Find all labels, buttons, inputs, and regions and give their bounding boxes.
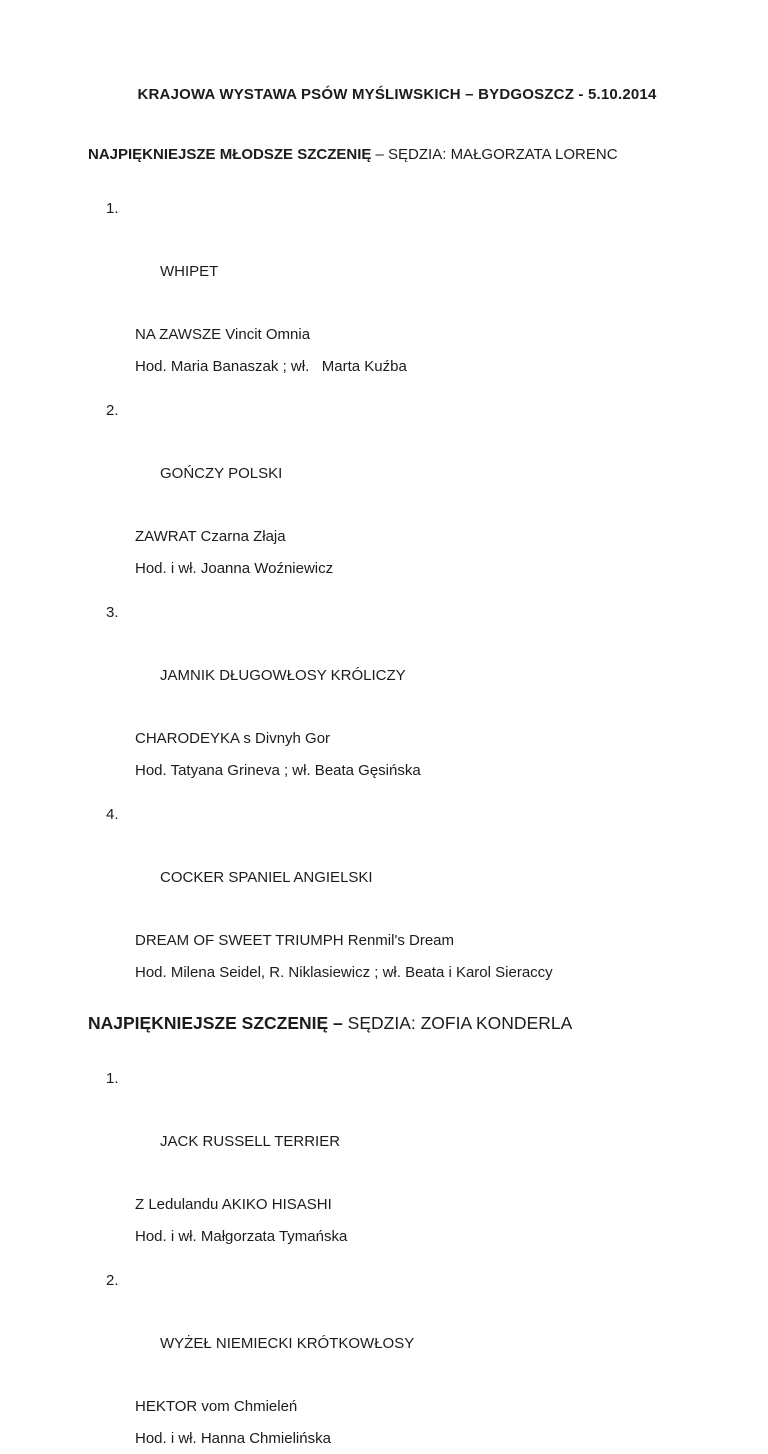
show-section bbox=[88, 145, 706, 988]
entries-list bbox=[88, 193, 706, 988]
entry-breed-line bbox=[135, 1063, 706, 1189]
section-heading-judge: – SĘDZIA: MAŁGORZATA LORENC bbox=[371, 146, 617, 163]
entry-breed: JAMNIK DŁUGOWŁOSY KRÓLICZY bbox=[160, 667, 406, 684]
entry-breeder-owner: Hod. i wł. Hanna Chmielińska bbox=[135, 1423, 706, 1454]
entry-breeder-owner: Hod. Milena Seidel, R. Niklasiewicz ; wł. Beata i Karol Sieraccy bbox=[135, 957, 706, 989]
entry bbox=[88, 1265, 706, 1454]
entry bbox=[88, 395, 706, 584]
entry-breed: GOŃCZY POLSKI bbox=[160, 465, 282, 482]
entry-dog-name: ZAWRAT Czarna Złaja bbox=[135, 521, 706, 553]
entry bbox=[88, 193, 706, 382]
entry-number: 4. bbox=[106, 799, 119, 831]
entry bbox=[88, 597, 706, 786]
entry-number: 1. bbox=[106, 193, 119, 225]
entry bbox=[88, 799, 706, 988]
entry-breed-line bbox=[135, 799, 706, 925]
entry-dog-name: NA ZAWSZE Vincit Omnia bbox=[135, 319, 706, 351]
entry-dog-name: DREAM OF SWEET TRIUMPH Renmil's Dream bbox=[135, 925, 706, 957]
show-section bbox=[88, 1012, 706, 1454]
entry-breeder-owner: Hod. Maria Banaszak ; wł. Marta Kuźba bbox=[135, 351, 706, 383]
entry-breed: JACK RUSSELL TERRIER bbox=[160, 1133, 340, 1150]
entry-breed: COCKER SPANIEL ANGIELSKI bbox=[160, 869, 373, 886]
entry-number: 2. bbox=[106, 395, 119, 427]
entry-breed-line bbox=[135, 597, 706, 723]
entry-dog-name: CHARODEYKA s Divnyh Gor bbox=[135, 723, 706, 755]
entry-breed: WHIPET bbox=[160, 263, 218, 280]
section-heading-category: NAJPIĘKNIEJSZE MŁODSZE SZCZENIĘ bbox=[88, 146, 371, 163]
section-heading-judge: SĘDZIA: ZOFIA KONDERLA bbox=[343, 1013, 573, 1033]
entry-number: 3. bbox=[106, 597, 119, 629]
entry-dog-name: Z Ledulandu AKIKO HISASHI bbox=[135, 1189, 706, 1221]
section-heading-category: NAJPIĘKNIEJSZE SZCZENIĘ – bbox=[88, 1013, 343, 1033]
document-title: KRAJOWA WYSTAWA PSÓW MYŚLIWSKICH – BYDGOSZCZ - 5.10.2014 bbox=[88, 86, 706, 103]
section-heading bbox=[88, 145, 706, 164]
entry bbox=[88, 1063, 706, 1252]
entry-number: 2. bbox=[106, 1265, 119, 1297]
entry-breed-line bbox=[135, 395, 706, 521]
section-heading bbox=[88, 1012, 706, 1034]
entry-dog-name: HEKTOR vom Chmieleń bbox=[135, 1391, 706, 1423]
entry-breeder-owner: Hod. i wł. Małgorzata Tymańska bbox=[135, 1221, 706, 1253]
entry-breeder-owner: Hod. i wł. Joanna Woźniewicz bbox=[135, 553, 706, 585]
entry-breed-line bbox=[135, 1265, 706, 1391]
entry-breed: WYŻEŁ NIEMIECKI KRÓTKOWŁOSY bbox=[160, 1335, 414, 1352]
entry-breeder-owner: Hod. Tatyana Grineva ; wł. Beata Gęsińska bbox=[135, 755, 706, 787]
entries-list bbox=[88, 1063, 706, 1454]
entry-number: 1. bbox=[106, 1063, 119, 1095]
entry-breed-line bbox=[135, 193, 706, 319]
sections-container bbox=[88, 145, 706, 1454]
